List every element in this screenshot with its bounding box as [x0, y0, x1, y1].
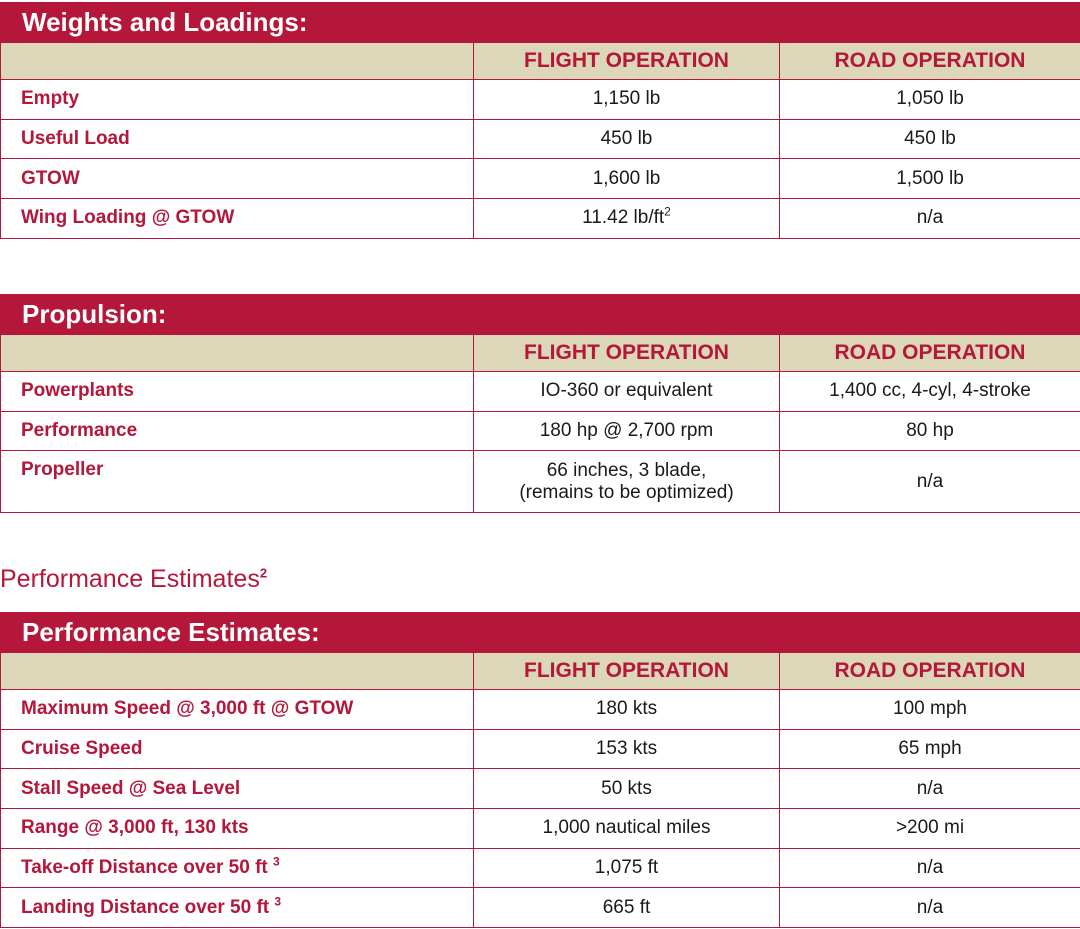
propulsion-table [0, 334, 1080, 513]
row-label [1, 848, 474, 888]
flight-value: 1,000 nautical miles [474, 809, 780, 849]
performance-section [0, 612, 1080, 928]
header-blank-cell [1, 43, 474, 80]
flight-value-line: (remains to be optimized) [519, 481, 734, 503]
superscript: 3 [274, 894, 282, 909]
weights-title: Weights and Loadings: [0, 2, 1080, 42]
table-row [1, 729, 1080, 769]
row-label-text: Take-off Distance over 50 ft [21, 857, 268, 879]
road-value: 450 lb [780, 119, 1080, 159]
table-row [1, 809, 1080, 849]
road-value: n/a [780, 451, 1080, 513]
flight-value: 180 hp @ 2,700 rpm [474, 411, 780, 451]
road-value: n/a [780, 769, 1080, 809]
header-flight-operation: FLIGHT OPERATION [474, 653, 780, 690]
flight-value: 50 kts [474, 769, 780, 809]
table-row [1, 451, 1080, 513]
performance-title: Performance Estimates: [0, 612, 1080, 652]
propulsion-title: Propulsion: [0, 294, 1080, 334]
header-road-operation: ROAD OPERATION [780, 653, 1080, 690]
road-value: 80 hp [780, 411, 1080, 451]
flight-value-line: 66 inches, 3 blade, [546, 459, 707, 481]
header-road-operation: ROAD OPERATION [780, 43, 1080, 80]
performance-estimates-heading [0, 565, 267, 594]
road-value: 100 mph [780, 690, 1080, 730]
table-header-row [1, 43, 1080, 80]
road-value: 1,050 lb [780, 80, 1080, 120]
row-label: Powerplants [1, 372, 474, 412]
road-value: 1,400 cc, 4-cyl, 4-stroke [780, 372, 1080, 412]
road-value: 1,500 lb [780, 159, 1080, 199]
row-label: Stall Speed @ Sea Level [1, 769, 474, 809]
propulsion-section [0, 294, 1080, 513]
weights-table [0, 42, 1080, 239]
header-flight-operation: FLIGHT OPERATION [474, 335, 780, 372]
table-row [1, 411, 1080, 451]
table-row [1, 80, 1080, 120]
flight-value: 153 kts [474, 729, 780, 769]
row-label: Empty [1, 80, 474, 120]
header-blank-cell [1, 653, 474, 690]
table-row [1, 690, 1080, 730]
table-row [1, 119, 1080, 159]
superscript: 2 [664, 205, 671, 220]
weights-section [0, 2, 1080, 239]
flight-value: 180 kts [474, 690, 780, 730]
heading-text: Performance Estimates [0, 565, 260, 593]
row-label: Wing Loading @ GTOW [1, 199, 474, 239]
road-value: >200 mi [780, 809, 1080, 849]
flight-value: IO-360 or equivalent [474, 372, 780, 412]
row-label: Cruise Speed [1, 729, 474, 769]
table-row [1, 372, 1080, 412]
road-value: n/a [780, 199, 1080, 239]
flight-value: 665 ft [474, 888, 780, 928]
row-label: Performance [1, 411, 474, 451]
table-row [1, 159, 1080, 199]
row-label: Useful Load [1, 119, 474, 159]
flight-value [474, 199, 780, 239]
heading-superscript: 2 [259, 565, 268, 581]
flight-value: 1,075 ft [474, 848, 780, 888]
table-header-row [1, 335, 1080, 372]
table-header-row [1, 653, 1080, 690]
row-label: Range @ 3,000 ft, 130 kts [1, 809, 474, 849]
road-value: 65 mph [780, 729, 1080, 769]
table-row [1, 199, 1080, 239]
flight-value [474, 451, 780, 513]
table-row [1, 769, 1080, 809]
table-row [1, 848, 1080, 888]
flight-value-text: 11.42 lb/ft [582, 207, 665, 229]
row-label [1, 888, 474, 928]
header-road-operation: ROAD OPERATION [780, 335, 1080, 372]
header-blank-cell [1, 335, 474, 372]
performance-table [0, 652, 1080, 928]
row-label-text: Landing Distance over 50 ft [21, 896, 270, 918]
row-label: Maximum Speed @ 3,000 ft @ GTOW [1, 690, 474, 730]
flight-value: 450 lb [474, 119, 780, 159]
superscript: 3 [273, 854, 280, 869]
flight-value: 1,150 lb [474, 80, 780, 120]
header-flight-operation: FLIGHT OPERATION [474, 43, 780, 80]
row-label: Propeller [1, 451, 474, 513]
road-value: n/a [780, 848, 1080, 888]
road-value: n/a [780, 888, 1080, 928]
flight-value: 1,600 lb [474, 159, 780, 199]
table-row [1, 888, 1080, 928]
row-label: GTOW [1, 159, 474, 199]
